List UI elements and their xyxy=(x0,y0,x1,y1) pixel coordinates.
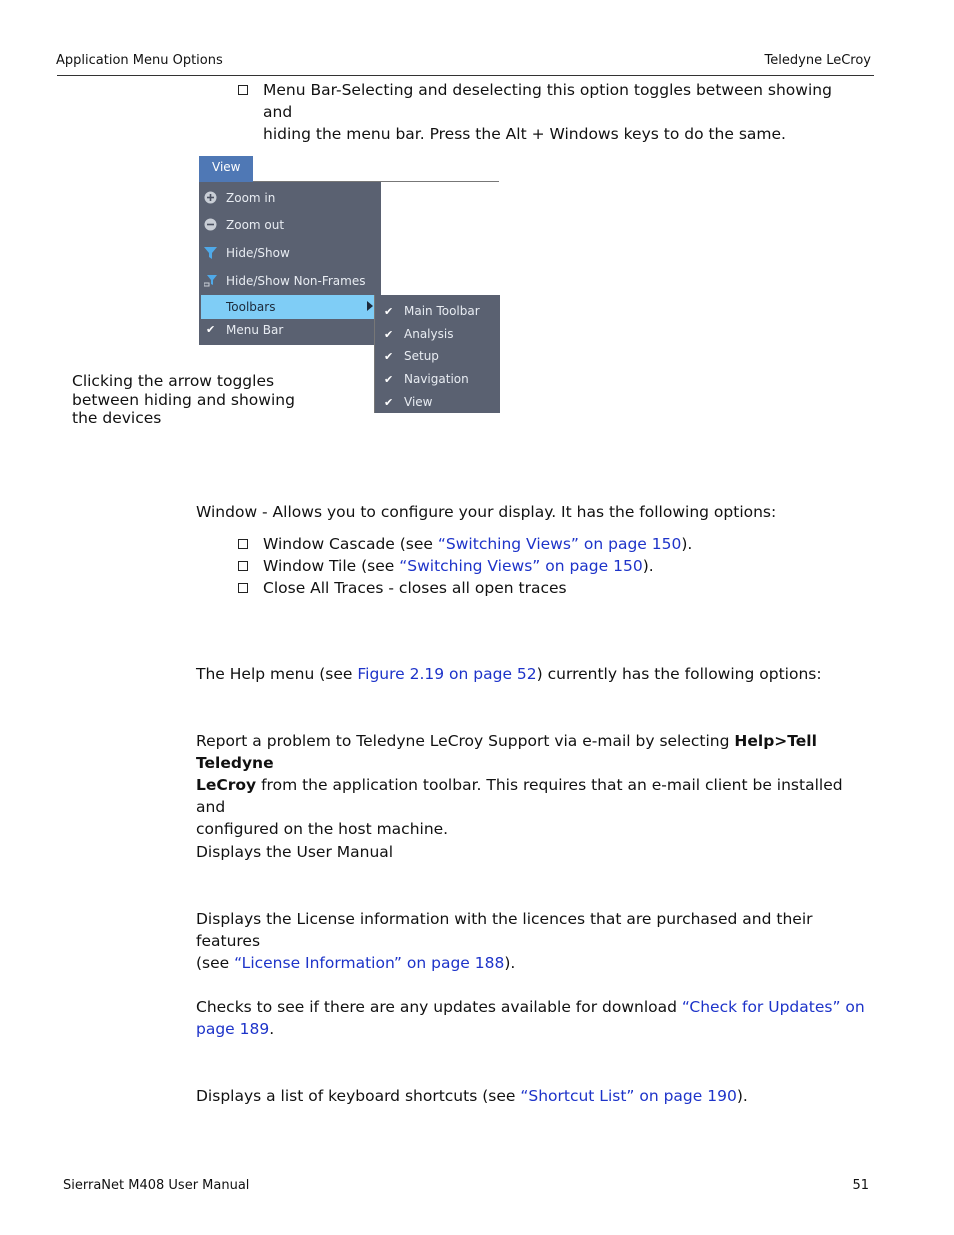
running-header-left: Application Menu Options xyxy=(56,53,223,68)
link-shortcut-list[interactable]: “Shortcut List” on page 190 xyxy=(520,1087,737,1105)
zoom-out-icon xyxy=(204,218,217,231)
menu-item-menu-bar[interactable]: ✔ Menu Bar xyxy=(206,323,284,337)
header-rule xyxy=(57,75,874,76)
submenu-arrow-icon[interactable] xyxy=(367,301,373,311)
user-manual-paragraph: Displays the User Manual xyxy=(196,843,394,861)
link-switching-views[interactable]: “Switching Views” on page 150 xyxy=(437,535,682,553)
menu-item-zoom-in[interactable]: Zoom in xyxy=(199,186,381,210)
check-icon: ✔ xyxy=(384,305,394,318)
submenu-item-navigation[interactable]: ✔ Navigation xyxy=(384,372,469,386)
check-icon: ✔ xyxy=(384,373,394,386)
menu-bar-bullet-line2: hiding the menu bar. Press the Alt + Windows keys to do the same. xyxy=(263,125,786,143)
tell-lecroy-paragraph: Report a problem to Teledyne LeCroy Support via e-mail by selecting Help>Tell Teledyne LeCroy from the application toolbar. This requires that an e-mail client be installed and configured on the host machine. xyxy=(196,732,843,838)
check-icon: ✔ xyxy=(384,350,394,363)
link-check-for-updates[interactable]: “Check for Updates” on xyxy=(681,998,865,1016)
checkbox-bullet-icon xyxy=(238,85,248,95)
running-header-right: Teledyne LeCroy xyxy=(764,53,871,68)
menu-item-toolbars[interactable]: Toolbars xyxy=(201,295,375,319)
check-icon: ✔ xyxy=(384,328,394,341)
checkbox-bullet-icon xyxy=(238,583,248,593)
updates-paragraph: Checks to see if there are any updates available for download “Check for Updates” on page 189. xyxy=(196,998,865,1038)
shortcuts-paragraph: Displays a list of keyboard shortcuts (see “Shortcut List” on page 190). xyxy=(196,1087,748,1105)
submenu-item-view[interactable]: ✔ View xyxy=(384,395,433,409)
view-menu-tab[interactable]: View xyxy=(199,156,253,182)
link-check-for-updates-page[interactable]: page 189 xyxy=(196,1020,270,1038)
check-icon: ✔ xyxy=(384,396,394,409)
menu-item-hide-show[interactable]: Hide/Show xyxy=(199,241,381,265)
help-intro: The Help menu (see Figure 2.19 on page 52) currently has the following options: xyxy=(196,665,822,683)
menu-bar-bullet-line1: Menu Bar-Selecting and deselecting this option toggles between showing and xyxy=(263,81,832,121)
zoom-in-icon xyxy=(204,191,217,204)
window-intro: Window - Allows you to configure your display. It has the following options: xyxy=(196,503,777,521)
link-switching-views[interactable]: “Switching Views” on page 150 xyxy=(399,557,643,575)
check-icon: ✔ xyxy=(206,323,216,336)
menu-item-hide-show-non-frames[interactable]: Hide/Show Non-Frames xyxy=(199,269,381,293)
view-menu-panel xyxy=(199,182,381,345)
filter-icon xyxy=(204,246,217,259)
toolbars-submenu xyxy=(374,295,500,413)
link-license-information[interactable]: “License Information” on page 188 xyxy=(234,954,505,972)
submenu-item-main-toolbar[interactable]: ✔ Main Toolbar xyxy=(384,304,480,318)
link-figure-2-19[interactable]: Figure 2.19 on page 52 xyxy=(357,665,537,683)
figure-caption: Clicking the arrow toggles between hiding and showing the devices xyxy=(72,372,295,427)
license-paragraph: Displays the License information with the licences that are purchased and their features (see “License Information” on page 188). xyxy=(196,910,813,972)
footer-left: SierraNet M408 User Manual xyxy=(63,1178,250,1193)
submenu-item-setup[interactable]: ✔ Setup xyxy=(384,349,439,363)
checkbox-bullet-icon xyxy=(238,561,248,571)
checkbox-bullet-icon xyxy=(238,539,248,549)
page-number: 51 xyxy=(852,1178,869,1193)
menu-item-zoom-out[interactable]: Zoom out xyxy=(199,213,381,237)
submenu-item-analysis[interactable]: ✔ Analysis xyxy=(384,327,454,341)
filter-frames-icon xyxy=(204,274,217,287)
